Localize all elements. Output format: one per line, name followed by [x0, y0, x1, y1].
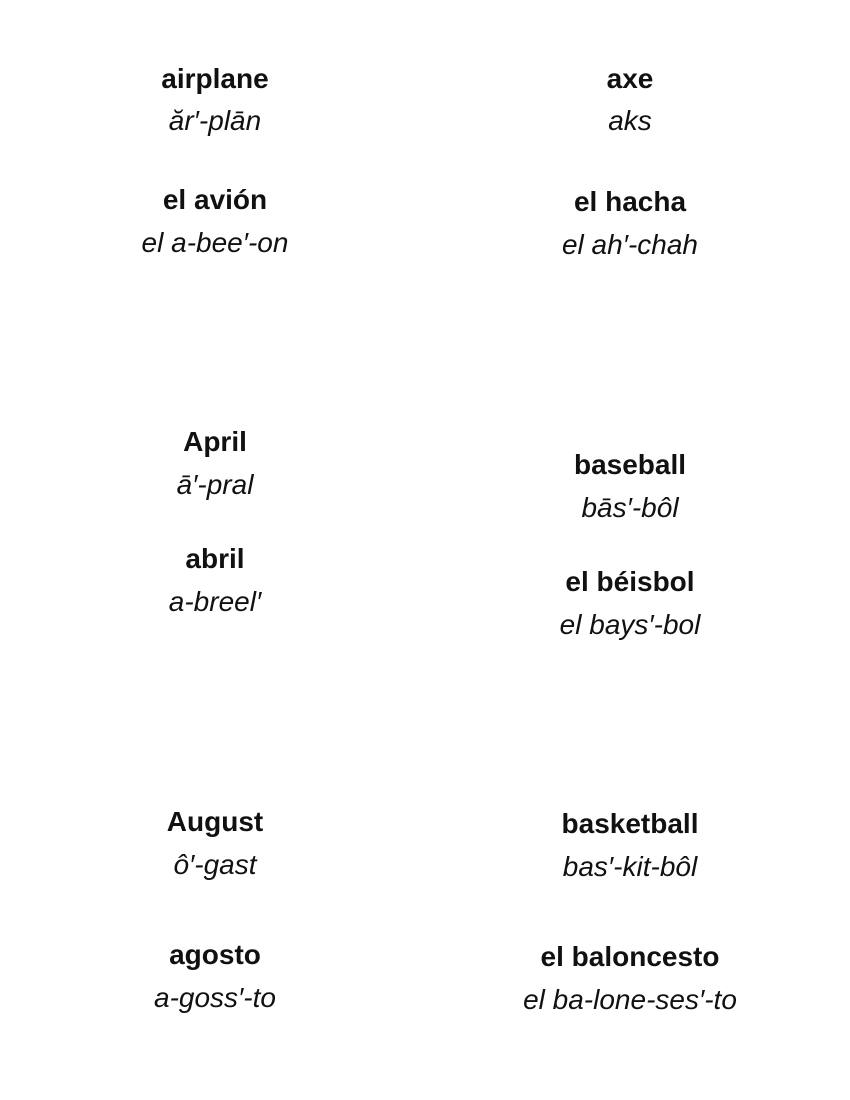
card-airplane: [45, 62, 385, 260]
spanish-word: el béisbol: [565, 566, 695, 597]
english-word: April: [183, 426, 247, 457]
english-pronunciation: ăr′-plān: [168, 105, 262, 136]
spanish-pronunciation: a-goss′-to: [154, 982, 276, 1013]
english-word: August: [166, 806, 264, 837]
spanish-pronunciation: el ah′-chah: [561, 229, 698, 260]
spanish-word: el avión: [162, 184, 268, 215]
card-axe: [460, 62, 800, 262]
card-august: [45, 805, 385, 1015]
spanish-word: el baloncesto: [540, 941, 720, 972]
english-pronunciation: ô′-gast: [173, 849, 257, 880]
spanish-word: el hacha: [573, 186, 687, 217]
spanish-pronunciation: el a-bee′-on: [141, 227, 289, 258]
card-basketball: [460, 807, 800, 1017]
spanish-pronunciation: el ba-lone-ses′-to: [523, 984, 737, 1015]
spanish-pronunciation: el bays′-bol: [559, 609, 701, 640]
spanish-word: agosto: [169, 939, 261, 970]
english-word: axe: [606, 63, 654, 94]
card-baseball: [460, 448, 800, 642]
english-pronunciation: aks: [608, 105, 652, 136]
card-april: [45, 425, 385, 619]
english-pronunciation: bas′-kit-bôl: [562, 851, 698, 882]
english-word: baseball: [573, 449, 687, 480]
spanish-pronunciation: a-breel′: [168, 586, 262, 617]
english-word: basketball: [561, 808, 699, 839]
spanish-word: abril: [185, 543, 245, 574]
english-pronunciation: bās′-bôl: [581, 492, 679, 523]
english-pronunciation: ā′-pral: [176, 469, 254, 500]
english-word: airplane: [161, 63, 269, 94]
